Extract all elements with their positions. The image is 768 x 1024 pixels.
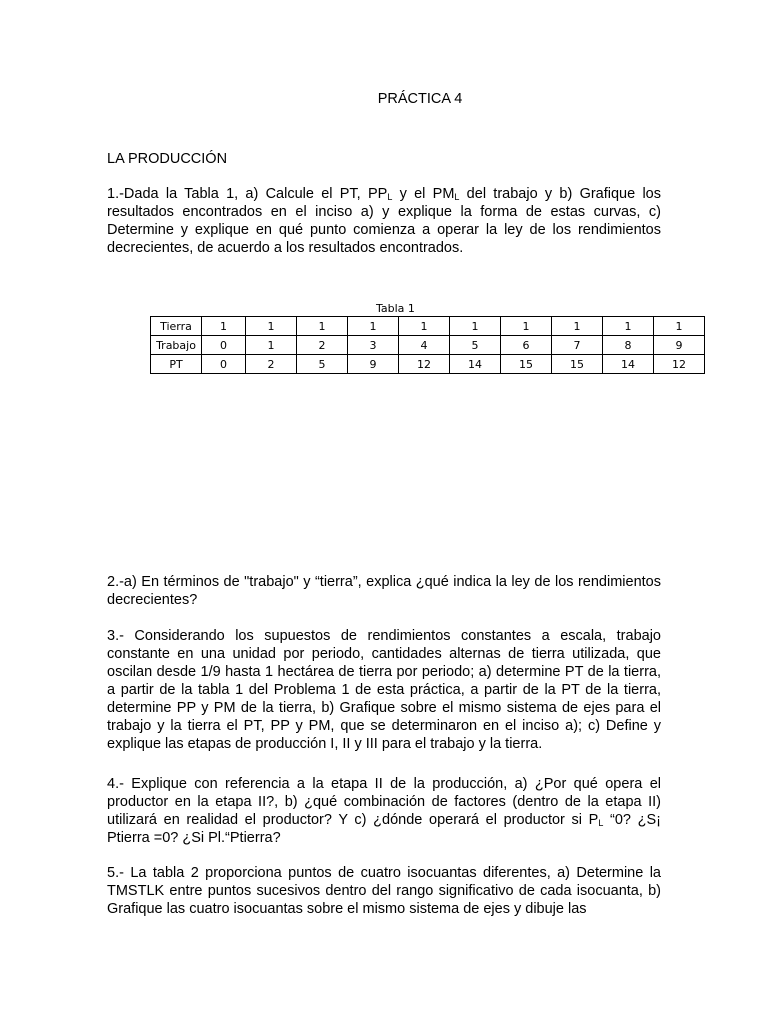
table-cell: 1 xyxy=(348,317,399,336)
question-1 xyxy=(107,185,661,257)
table-cell: 6 xyxy=(501,336,552,355)
table-cell: 1 xyxy=(246,317,297,336)
table-cell: 3 xyxy=(348,336,399,355)
table-row xyxy=(151,336,705,355)
page-title: PRÁCTICA 4 xyxy=(377,91,463,107)
table-cell: 1 xyxy=(450,317,501,336)
table-cell: 7 xyxy=(552,336,603,355)
q1-text-a: 1.-Dada la Tabla 1, a) Calcule el PT, PP xyxy=(107,186,388,202)
table-cell: 0 xyxy=(202,355,246,374)
table-cell: 9 xyxy=(654,336,705,355)
table-cell: 1 xyxy=(297,317,348,336)
question-4 xyxy=(107,775,661,847)
table-1 xyxy=(150,316,705,374)
table-cell: 0 xyxy=(202,336,246,355)
section-heading: LA PRODUCCIÓN xyxy=(107,151,228,167)
table-cell: 1 xyxy=(654,317,705,336)
table-cell: 1 xyxy=(246,336,297,355)
row-header: Trabajo xyxy=(151,336,202,355)
table-cell: 1 xyxy=(501,317,552,336)
question-3: 3.- Considerando los supuestos de rendimientos constantes a escala, trabajo constante en una unidad por periodo, cantidades alternas de tierra utilizada, que oscilan desde 1/9 hasta 1 hectárea de tierra por periodo; a) determine PT de la tierra, a partir de la tabla 1 del Problema 1 de esta práctica, a partir de la PT de la tierra, determine PP y PM de la tierra, b) Grafique sobre el mismo sistema de ejes para el trabajo y la tierra el PT, PP y PM, que se determinaron en el inciso a); c) Define y explique las etapas de producción I, II y III para el trabajo y la tierra. xyxy=(107,628,661,752)
question-5: 5.- La tabla 2 proporciona puntos de cuatro isocuantas diferentes, a) Determine la TMSTLK entre puntos sucesivos dentro del rango significativo de cada isocuanta, b) Grafique las cuatro isocuantas sobre el mismo sistema de ejes y dibuje las xyxy=(107,865,661,917)
table-cell: 5 xyxy=(297,355,348,374)
table-row xyxy=(151,317,705,336)
table-cell: 12 xyxy=(654,355,705,374)
table-cell: 14 xyxy=(603,355,654,374)
table-caption: Tabla 1 xyxy=(376,302,415,315)
table-cell: 15 xyxy=(552,355,603,374)
table-cell: 1 xyxy=(202,317,246,336)
row-header: Tierra xyxy=(151,317,202,336)
q1-subscript-2: L xyxy=(454,192,460,202)
table-cell: 9 xyxy=(348,355,399,374)
q4-text-a: 4.- Explique con referencia a la etapa II de la producción, a) ¿Por qué opera el productor en la etapa II?, b) ¿qué combinación de factores (dentro de la etapa II) utilizará en realidad el productor? Y c) ¿dónde operará el productor si P xyxy=(107,776,661,828)
q1-subscript-1: L xyxy=(387,192,393,202)
q4-subscript: L xyxy=(598,818,604,828)
table-cell: 1 xyxy=(552,317,603,336)
question-2: 2.-a) En términos de "trabajo" y “tierra”, explica ¿qué indica la ley de los rendimientos decrecientes? xyxy=(107,574,661,608)
table-cell: 5 xyxy=(450,336,501,355)
row-header: PT xyxy=(151,355,202,374)
table-cell: 4 xyxy=(399,336,450,355)
q1-text-c: del trabajo y b) Grafique los resultados encontrados en el inciso a) y explique la forma de estas curvas, c) Determine y explique en qué punto comienza a operar la ley de los rendimientos decrecientes, de acuerdo a los resultados encontrados. xyxy=(107,186,661,256)
table-cell: 15 xyxy=(501,355,552,374)
table-cell: 1 xyxy=(603,317,654,336)
table-cell: 14 xyxy=(450,355,501,374)
table-cell: 8 xyxy=(603,336,654,355)
q1-text-b: y el PM xyxy=(392,186,455,202)
table-cell: 2 xyxy=(246,355,297,374)
table-cell: 1 xyxy=(399,317,450,336)
table-cell: 2 xyxy=(297,336,348,355)
q4-text-b: “0? ¿S¡ Ptierra =0? ¿Si Pl.“Ptierra? xyxy=(107,812,662,846)
table-row xyxy=(151,355,705,374)
table-cell: 12 xyxy=(399,355,450,374)
